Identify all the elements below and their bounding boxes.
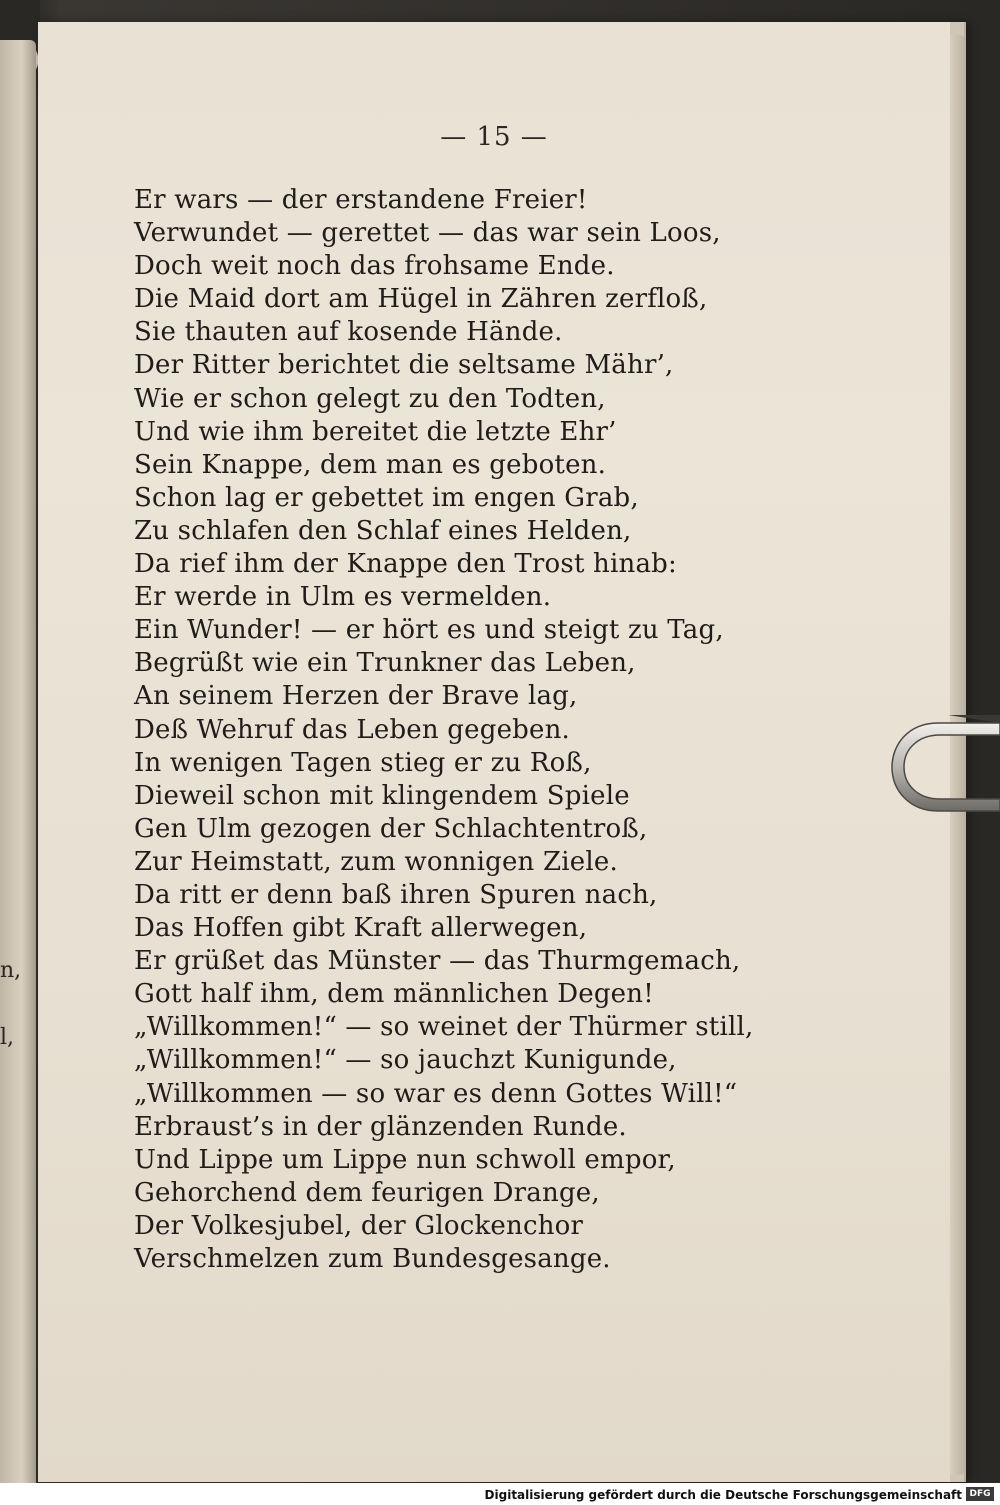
poem-line: Gen Ulm gezogen der Schlachtentroß,: [134, 813, 648, 844]
poem-line: Zu schlafen den Schlaf eines Helden,: [134, 515, 632, 546]
poem-line: Ein Wunder! — er hört es und steigt zu Tag,: [134, 615, 724, 646]
poem-line: Erbraust’s in der glänzenden Runde.: [134, 1111, 627, 1142]
poem-line: Und wie ihm bereitet die letzte Ehr’: [134, 416, 617, 447]
poem-line: Sie thauten auf kosende Hände.: [134, 317, 563, 348]
poem-line: Doch weit noch das frohsame Ende.: [134, 251, 615, 282]
poem-line: Wie er schon gelegt zu den Todten,: [134, 383, 606, 414]
poem-line: „Willkommen!“ — so weinet der Thürmer still,: [134, 1012, 754, 1043]
poem-line: „Willkommen — so war es denn Gottes Will!“: [134, 1078, 738, 1109]
page-number: — 15 —: [440, 122, 548, 152]
poem-line: Da ritt er denn baß ihren Spuren nach,: [134, 879, 658, 910]
footer-bar: [0, 1483, 1000, 1505]
poem-line: Da rief ihm der Knappe den Trost hinab:: [134, 549, 677, 580]
book-page: [38, 22, 964, 1482]
poem-line: Deß Wehruf das Leben gegeben.: [134, 714, 571, 745]
poem-line: Er grüßet das Münster — das Thurmgemach,: [134, 946, 741, 977]
poem-line: In wenigen Tagen stieg er zu Roß,: [134, 747, 592, 778]
poem-line: Der Volkesjubel, der Glockenchor: [134, 1210, 584, 1241]
poem-line: Er wars — der erstandene Freier!: [134, 185, 588, 215]
poem-line: Gehorchend dem feurigen Drange,: [134, 1177, 600, 1208]
poem-line: „Willkommen!“ — so jauchzt Kunigunde,: [134, 1045, 677, 1076]
poem-line: Begrüßt wie ein Trunkner das Leben,: [134, 648, 636, 679]
poem-line: Verschmelzen zum Bundesgesange.: [134, 1244, 611, 1274]
poem-line: Das Hoffen gibt Kraft allerwegen,: [134, 913, 588, 944]
funding-credit: Digitalisierung gefördert durch die Deutsche Forschungsgemeinschaft: [484, 1488, 962, 1502]
previous-page-edge: [0, 40, 36, 1500]
paper-clip-icon: [888, 715, 1000, 820]
poem-line: Gott half ihm, dem männlichen Degen!: [134, 979, 654, 1010]
poem-line: Verwundet — gerettet — das war sein Loos,: [134, 218, 721, 249]
previous-page-fragment: l,: [0, 1025, 15, 1050]
poem-line: Er werde in Ulm es vermelden.: [134, 582, 552, 613]
poem-line: An seinem Herzen der Brave lag,: [134, 681, 578, 712]
poem-line: Die Maid dort am Hügel in Zähren zerfloß,: [134, 284, 708, 315]
poem-line: Und Lippe um Lippe nun schwoll empor,: [134, 1144, 676, 1175]
poem-text: [134, 184, 753, 1276]
poem-line: Zur Heimstatt, zum wonnigen Ziele.: [134, 846, 618, 877]
poem-line: Der Ritter berichtet die seltsame Mähr’,: [134, 350, 674, 381]
dfg-logo: DFG: [966, 1487, 994, 1501]
poem-line: Schon lag er gebettet im engen Grab,: [134, 482, 639, 513]
previous-page-fragment: n,: [0, 958, 22, 983]
poem-line: Sein Knappe, dem man es geboten.: [134, 449, 607, 480]
poem-line: Dieweil schon mit klingendem Spiele: [134, 780, 630, 811]
